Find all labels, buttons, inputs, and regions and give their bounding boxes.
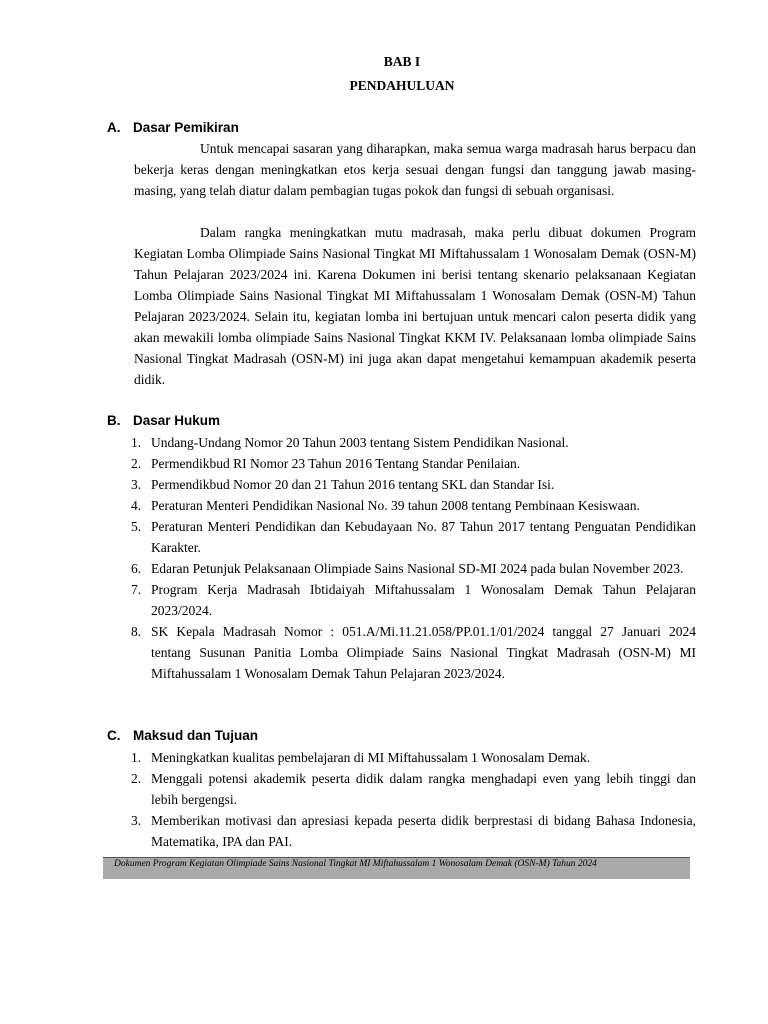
list-item [131,810,696,852]
list-number: 6. [131,561,142,576]
section-a-letter: A. [107,120,121,135]
list-number: 1. [131,435,142,450]
chapter-title: PENDAHULUAN [349,78,455,93]
section-a-paragraph-1 [134,138,696,201]
objectives-list [131,747,696,852]
section-b-heading [107,413,220,428]
list-item [131,579,696,621]
list-text: Menggali potensi akademik peserta didik dalam rangka menghadapi even yang lebih tinggi dan lebih bergengsi. [151,771,696,807]
list-item [131,768,696,810]
section-a-title: Dasar Pemikiran [133,120,239,135]
list-text: Meningkatkan kualitas pembelajaran di MI Miftahussalam 1 Wonosalam Demak. [151,750,591,765]
list-text: Memberikan motivasi dan apresiasi kepada peserta didik berprestasi di bidang Bahasa Indonesia, Matematika, IPA dan PAI. [151,813,696,849]
chapter-number: BAB I [383,54,421,69]
list-item [131,621,696,684]
list-text: Edaran Petunjuk Pelaksanaan Olimpiade Sains Nasional SD-MI 2024 pada bulan November 2023. [151,561,684,576]
list-item [131,495,696,516]
list-text: SK Kepala Madrasah Nomor : 051.A/Mi.11.21.058/PP.01.1/01/2024 tanggal 27 Januari 2024 tentang Susunan Panitia Lomba Olimpiade Sains Nasional Tingkat Madrasah (OSN-M) MI Miftahussalam 1 Wonosalam Demak Tahun Pelajaran 2023/2024. [151,624,696,681]
footer-text: Dokumen Program Kegiatan Olimpiade Sains Nasional Tingkat MI Miftahussalam 1 Wonosalam Demak (OSN-M) Tahun 2024 [114,859,597,869]
list-item [131,747,696,768]
section-b-letter: B. [107,413,121,428]
list-number: 3. [131,813,142,828]
paragraph-text: Dalam rangka meningkatkan mutu madrasah, maka perlu dibuat dokumen Program Kegiatan Lomba Olimpiade Sains Nasional Tingkat MI Miftahussalam 1 Wonosalam Demak (OSN-M) Tahun Pelajaran 2023/2024 ini. Karena Dokumen ini berisi tentang skenario pelaksanaan Kegiatan Lomba Olimpiade Sains Nasional Tingkat MI Miftahussalam 1 Wonosalam Demak (OSN-M) Tahun Pelajaran 2023/2024. Selain itu, kegiatan lomba ini bertujuan untuk mencari calon peserta didik yang akan mewakili lomba olimpiade Sains Nasional Tingkat KKM IV. Pelaksanaan lomba olimpiade Sains Nasional Tingkat Madrasah (OSN-M) ini juga akan dapat mengetahui kemampuan akademik peserta didik. [134,225,696,387]
section-b-title: Dasar Hukum [133,413,221,428]
list-item [131,453,696,474]
paragraph-text: Untuk mencapai sasaran yang diharapkan, maka semua warga madrasah harus berpacu dan bekerja keras dengan meningkatkan etos kerja sesuai dengan fungsi dan tanggung jawab masing-masing, yang telah diatur dalam pembagian tugas pokok dan fungsi di sebuah organisasi. [134,141,696,198]
list-number: 2. [131,771,142,786]
list-item [131,558,696,579]
list-number: 5. [131,519,142,534]
list-text: Peraturan Menteri Pendidikan dan Kebudayaan No. 87 Tahun 2017 tentang Penguatan Pendidikan Karakter. [151,519,696,555]
list-item [131,432,696,453]
page-footer [103,857,690,879]
list-text: Program Kerja Madrasah Ibtidaiyah Miftahussalam 1 Wonosalam Demak Tahun Pelajaran 2023/2024. [151,582,696,618]
list-text: Permendikbud RI Nomor 23 Tahun 2016 Tentang Standar Penilaian. [151,456,521,471]
section-a-paragraph-2 [134,222,696,390]
list-number: 8. [131,624,142,639]
list-item [131,474,696,495]
list-number: 4. [131,498,142,513]
list-item [131,516,696,558]
section-c-title: Maksud dan Tujuan [133,728,259,743]
list-number: 3. [131,477,142,492]
section-c-heading [107,728,258,743]
list-text: Peraturan Menteri Pendidikan Nasional No. 39 tahun 2008 tentang Pembinaan Kesiswaan. [151,498,640,513]
list-text: Permendikbud Nomor 20 dan 21 Tahun 2016 tentang SKL dan Standar Isi. [151,477,555,492]
list-text: Undang-Undang Nomor 20 Tahun 2003 tentang Sistem Pendidikan Nasional. [151,435,569,450]
section-a-heading [107,120,239,135]
legal-basis-list [131,432,696,684]
list-number: 2. [131,456,142,471]
list-number: 7. [131,582,142,597]
list-number: 1. [131,750,142,765]
section-c-letter: C. [107,728,121,743]
